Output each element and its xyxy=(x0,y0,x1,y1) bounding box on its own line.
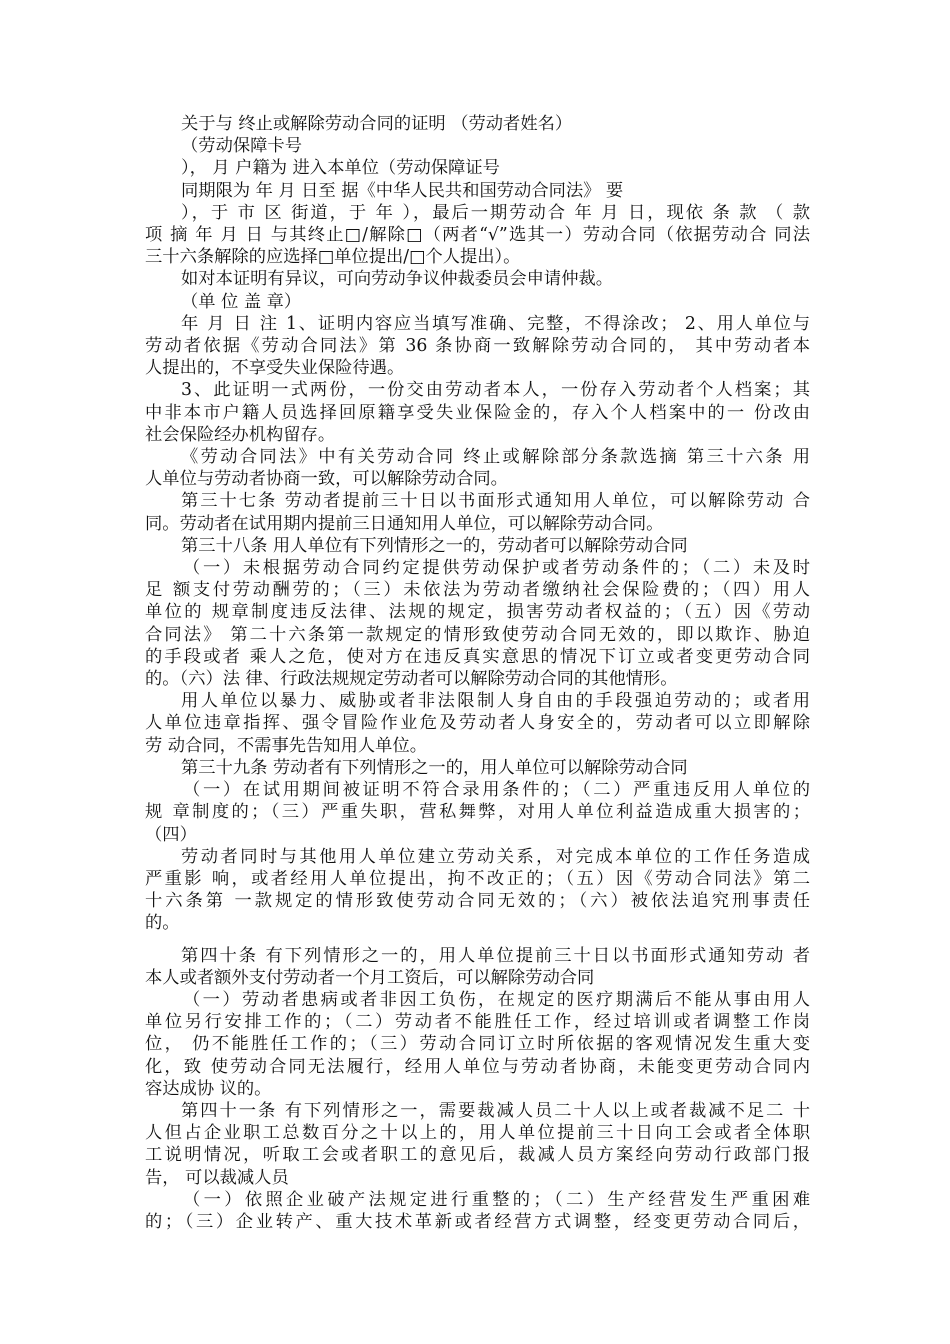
text-line: 中非本市户籍人员选择回原籍享受失业保险金的，存入个人档案中的一 份改由 xyxy=(145,402,810,423)
text-line: 容达成协 议的。 xyxy=(145,1078,272,1099)
text-line: 年 月 日 注 1、证明内容应当填写准确、完整，不得涂改； 2、用人单位与 xyxy=(181,313,810,334)
text-line: 项 摘 年 月 日 与其终止□/解除□（两者“√”选其一）劳动合同（依据劳动合 同法 xyxy=(145,225,810,246)
text-line: 的。 xyxy=(145,913,180,934)
text-line: 劳动者同时与其他用人单位建立劳动关系，对完成本单位的工作任务造成 xyxy=(181,846,810,867)
text-line: （四） xyxy=(145,824,197,845)
text-line: 同期限为 年 月 日至 据《中华人民共和国劳动合同法》 要 xyxy=(181,180,624,201)
text-line: 告， 可以裁减人员 xyxy=(145,1167,289,1188)
text-line: 同。劳动者在试用期内提前三日通知用人单位，可以解除劳动合同。 xyxy=(145,513,664,534)
text-line: （一）在试用期间被证明不符合录用条件的；（二）严重违反用人单位的 xyxy=(183,780,810,801)
text-line: （一）劳动者患病或者非因工负伤，在规定的医疗期满后不能从事由用人 xyxy=(183,989,810,1010)
text-line: 合同法》 第二十六条第一款规定的情形致使劳动合同无效的，即以欺诈、胁迫 xyxy=(145,624,810,645)
text-line: 劳 动合同，不需事先告知用人单位。 xyxy=(145,735,427,756)
text-line: 单位的 规章制度违反法律、法规的规定，损害劳动者权益的；（五）因《劳动 xyxy=(145,602,810,623)
text-line: 的手段或者 乘人之危，使对方在违反真实意思的情况下订立或者变更劳动合同 xyxy=(145,646,810,667)
text-line: 三十六条解除的应选择□单位提出/□个人提出）。 xyxy=(145,247,521,268)
text-line: 规 章制度的；（三）严重失职，营私舞弊，对用人单位利益造成重大损害的； xyxy=(145,802,810,823)
text-line: （劳动保障卡号 xyxy=(181,136,302,157)
text-line: 人提出的，不享受失业保险待遇。 xyxy=(145,358,405,379)
text-line: 劳动者依据《劳动合同法》第 36 条协商一致解除劳动合同的， 其中劳动者本 xyxy=(145,336,810,357)
text-line: 严重影 响，或者经用人单位提出，拘不改正的；（五）因《劳动合同法》第二 xyxy=(145,868,810,889)
text-line: 第四十条 有下列情形之一的，用人单位提前三十日以书面形式通知劳动 者 xyxy=(181,945,810,966)
text-line: 足 额支付劳动酬劳的；（三）未依法为劳动者缴纳社会保险费的；（四）用人 xyxy=(145,580,810,601)
text-line: （单 位 盖 章） xyxy=(181,291,302,312)
text-line: 第四十一条 有下列情形之一，需要裁减人员二十人以上或者裁减不足二 十 xyxy=(181,1100,810,1121)
text-line: 人但占企业职工总数百分之十以上的，用人单位提前三十日向工会或者全体职 xyxy=(145,1123,810,1144)
text-line: 的；（三）企业转产、重大技术革新或者经营方式调整，经变更劳动合同后， xyxy=(145,1211,810,1232)
text-line: 本人或者额外支付劳动者一个月工资后，可以解除劳动合同 xyxy=(145,967,595,988)
document-page xyxy=(145,113,810,1233)
text-line: （一）未根据劳动合同约定提供劳动保护或者劳动条件的；（二）未及时 xyxy=(183,558,810,579)
text-line: 3、此证明一式两份，一份交由劳动者本人，一份存入劳动者个人档案；其 xyxy=(181,380,810,401)
text-line: 第三十九条 劳动者有下列情形之一的，用人单位可以解除劳动合同 xyxy=(181,757,688,778)
text-line: 位， 仍不能胜任工作的；（三）劳动合同订立时所依据的客观情况发生重大变 xyxy=(145,1034,810,1055)
text-line: 《劳动合同法》中有关劳动合同 终止或解除部分条款选摘 第三十六条 用 xyxy=(181,447,810,468)
text-line: ）， 月 户籍为 进入本单位（劳动保障证号 xyxy=(181,158,500,179)
text-line: 单位另行安排工作的；（二）劳动者不能胜任工作，经过培训或者调整工作岗 xyxy=(145,1012,810,1033)
text-line: 用人单位以暴力、威胁或者非法限制人身自由的手段强迫劳动的；或者用 xyxy=(181,691,810,712)
text-line: 关于与 终止或解除劳动合同的证明 （劳动者姓名） xyxy=(181,114,573,134)
text-line: 如对本证明有异议，可向劳动争议仲裁委员会申请仲裁。 xyxy=(181,269,614,290)
text-line: 人单位与劳动者协商一致，可以解除劳动合同。 xyxy=(145,469,508,490)
text-line: 第三十八条 用人单位有下列情形之一的，劳动者可以解除劳动合同 xyxy=(181,535,688,556)
text-line: 十六条第 一款规定的情形致使劳动合同无效的；（六）被依法追究刑事责任 xyxy=(145,891,810,912)
text-line: 工说明情况，听取工会或者职工的意见后，裁减人员方案经向劳动行政部门报 xyxy=(145,1145,810,1166)
text-line: （一）依照企业破产法规定进行重整的；（二）生产经营发生严重困难 xyxy=(183,1189,810,1210)
text-line: ），于 市 区 街道，于 年 ），最后一期劳动合 年 月 日，现依 条 款 （ 款 xyxy=(181,202,810,223)
text-line: 第三十七条 劳动者提前三十日以书面形式通知用人单位，可以解除劳动 合 xyxy=(181,491,810,512)
text-line: 人单位违章指挥、强令冒险作业危及劳动者人身安全的，劳动者可以立即解除 xyxy=(145,713,810,734)
text-line: 化，致 使劳动合同无法履行，经用人单位与劳动者协商，未能变更劳动合同内 xyxy=(145,1056,810,1077)
text-line: 社会保险经办机构留存。 xyxy=(145,424,336,445)
text-line: 的。（六）法 律、行政法规规定劳动者可以解除劳动合同的其他情形。 xyxy=(145,669,678,690)
